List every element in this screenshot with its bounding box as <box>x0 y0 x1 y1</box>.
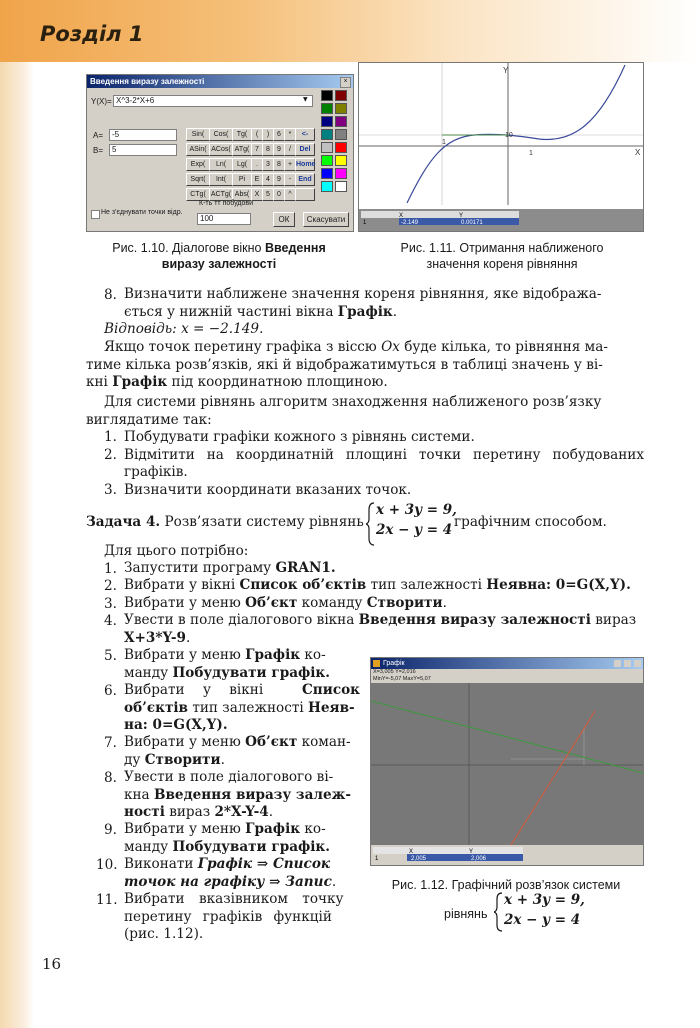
list-number: 2. <box>104 446 117 463</box>
list-number: 7. <box>104 735 117 751</box>
expression-input[interactable]: X^3-2*X+6 <box>113 95 313 107</box>
chevron-down-icon[interactable]: ▼ <box>303 96 308 103</box>
text: коман- <box>297 734 351 750</box>
close-icon[interactable] <box>634 660 641 667</box>
text: тип залежності <box>188 699 309 716</box>
list-item-text: графіків. <box>124 464 188 480</box>
color-swatch[interactable] <box>335 168 347 179</box>
keypad-key[interactable]: Int( <box>209 173 233 186</box>
color-swatch[interactable] <box>321 90 333 101</box>
bold-term: Неявна: 0=G(X,Y). <box>486 577 631 593</box>
keypad-key[interactable]: ) <box>262 128 274 141</box>
list-number: 1. <box>104 429 117 445</box>
keypad-key[interactable]: E <box>251 173 263 186</box>
keypad-key[interactable]: 6 <box>273 128 285 141</box>
graph-window-screenshot <box>370 657 644 866</box>
points-input[interactable]: 100 <box>197 213 251 225</box>
text-line: ється у нижній частині вікна <box>124 303 338 320</box>
table-row-index: 1 <box>375 856 379 862</box>
bold-term: GRAN1 <box>275 560 331 576</box>
cancel-button[interactable]: Скасувати <box>303 212 349 227</box>
bold-term: Побудувати графік. <box>172 664 330 681</box>
bold-term: Графік <box>112 374 168 390</box>
keypad-key[interactable]: Lg( <box>232 158 252 171</box>
answer-value: : x = −2.149. <box>172 321 264 337</box>
keypad-key[interactable]: 5 <box>262 188 274 201</box>
text: манду <box>124 664 173 681</box>
equation: 2x − y = 4 <box>504 912 581 928</box>
text: вираз <box>164 804 215 820</box>
text-line: кні <box>86 374 113 390</box>
bold-term: ності <box>124 804 165 820</box>
table-value-y: 2,006 <box>471 856 487 862</box>
keypad-key[interactable]: <- <box>295 128 315 141</box>
color-swatch[interactable] <box>335 181 347 192</box>
bold-term: Графік ⇒ Список <box>197 856 331 872</box>
dialog-title: Введення виразу залежності <box>87 75 353 88</box>
step-text <box>124 577 631 595</box>
list-number: 9. <box>104 822 117 838</box>
system-brace <box>366 502 376 546</box>
list-number: 3. <box>104 596 117 612</box>
system-equations <box>504 892 585 929</box>
list-item <box>104 429 644 447</box>
keypad-key[interactable]: 8 <box>273 158 285 171</box>
keypad-key[interactable]: ASin( <box>186 143 210 156</box>
color-swatch[interactable] <box>335 116 347 127</box>
page-number: 16 <box>42 955 62 973</box>
axis-y-label: Y <box>503 66 509 75</box>
graph-plot <box>371 683 643 865</box>
section-header <box>0 0 700 62</box>
list-number: 11. <box>96 892 118 908</box>
tick-label: 1 <box>529 150 533 157</box>
window-title: Графік <box>383 660 405 667</box>
keypad-key[interactable]: Home <box>295 158 315 171</box>
bold-term: Графік <box>245 647 301 663</box>
list-number: 6. <box>104 683 117 699</box>
step-text: Увести в поле діалогового вікна Введення виразу залежності вираз X+3*Y-9. <box>124 612 637 646</box>
answer-label: Відповідь <box>104 321 173 337</box>
table-col-x: X <box>409 849 414 855</box>
y-label: Y(X)= <box>91 97 112 106</box>
bold-term: Створити <box>144 751 221 768</box>
caption-text: Рис. 1.11. Отримання наближеного <box>400 241 604 255</box>
keypad-key[interactable]: 0 <box>273 188 285 201</box>
color-swatch[interactable] <box>321 129 333 140</box>
step-text: Вибрати у меню Об’єкт коман- ду Створити. <box>124 734 351 768</box>
text: Вибрати у вікні <box>124 682 264 698</box>
color-swatch[interactable] <box>335 155 347 166</box>
color-swatch[interactable] <box>321 168 333 179</box>
list-number: 4. <box>104 613 117 629</box>
keypad-key[interactable]: Abs( <box>232 188 252 201</box>
bold-term: 2*X-Y-4 <box>214 804 269 820</box>
color-swatch[interactable] <box>321 181 333 192</box>
text-line: Для системи рівнянь алгоритм знаходження наближеного розв’язку <box>104 394 602 410</box>
table-header <box>373 847 523 854</box>
paragraph <box>86 339 644 392</box>
text: ко- <box>300 647 326 663</box>
window-title-bar <box>371 658 643 669</box>
keypad-key[interactable]: Cos( <box>209 128 233 141</box>
task-label: Задача 4. <box>86 514 161 530</box>
need-line: Для цього потрібно: <box>104 543 249 559</box>
text: Вибрати у меню <box>124 595 246 611</box>
system-brace <box>494 892 504 932</box>
text: тип залежності <box>366 577 487 593</box>
dialog-screenshot <box>86 74 354 232</box>
keypad-key[interactable] <box>295 188 315 201</box>
text: Увести в поле діалогового вікна <box>124 612 359 628</box>
bold-term: Об’єкт <box>245 595 298 611</box>
figure-caption-1-12: Рис. 1.12. Графічний розв’язок системи <box>391 878 621 892</box>
system-equations <box>376 502 457 539</box>
color-swatch[interactable] <box>335 129 347 140</box>
list-item-text: Побудувати графіки кожного з рівнянь системи. <box>124 429 475 445</box>
bold-term: на: 0=G(X,Y). <box>124 717 228 733</box>
keypad-key[interactable]: CTg( <box>186 188 210 201</box>
text: Вибрати вказівником точку <box>124 891 344 907</box>
color-swatch[interactable] <box>321 116 333 127</box>
keypad-key[interactable]: Ln( <box>209 158 233 171</box>
text: (рис. 1.12). <box>124 926 204 942</box>
text-line: тиме кілька розв’язків, які й відображатимуться в таблиці значень у ві- <box>86 356 603 373</box>
task-text: Розв’язати систему рівнянь <box>160 514 364 530</box>
bold-term: Побудувати графік. <box>172 838 330 855</box>
task-line <box>86 514 364 532</box>
table-col-x: X <box>399 213 404 219</box>
list-item <box>104 447 644 465</box>
keypad-key[interactable]: / <box>284 143 296 156</box>
keypad-key[interactable]: Del <box>295 143 315 156</box>
color-swatch[interactable] <box>321 142 333 153</box>
table-header <box>361 211 519 218</box>
table-row-index: 1 <box>363 220 367 226</box>
color-swatch[interactable] <box>321 155 333 166</box>
a-label: A= <box>93 131 104 140</box>
list-item <box>104 482 644 500</box>
equation: 2x − y = 4 <box>376 522 453 538</box>
caption-text: значення кореня рівняння <box>426 257 578 271</box>
figure-caption-1-10 <box>86 240 352 272</box>
step-text: Вибрати у меню Об’єкт команду Створити. <box>124 595 447 611</box>
step-text: Запустити програму GRAN1. <box>124 560 336 576</box>
tick-label: 1 <box>442 139 446 146</box>
app-icon <box>373 660 380 667</box>
dialog-body <box>87 88 353 231</box>
bold-term: Створити <box>366 595 443 611</box>
keypad-key[interactable]: Sin( <box>186 128 210 141</box>
bold-term: Введення виразу залежності <box>358 612 591 628</box>
list-number: 8. <box>104 770 117 786</box>
list-number: 8. <box>104 287 117 303</box>
bold-term: Графік <box>337 303 393 320</box>
keypad-key[interactable]: ATg( <box>232 143 252 156</box>
keypad-key[interactable]: 9 <box>273 173 285 186</box>
text: ко- <box>300 821 326 837</box>
bold-term: Список об’єктів <box>239 577 367 593</box>
status-bar <box>371 669 643 683</box>
bold-term: точок на графіку ⇒ Запис <box>124 873 332 890</box>
text: Виконати <box>124 856 198 872</box>
step-text <box>124 647 360 682</box>
text: Вибрати у меню <box>124 734 246 750</box>
text: Вибрати у меню <box>124 647 246 663</box>
list-item-text <box>124 286 644 321</box>
caption-bold: виразу залежності <box>161 257 277 271</box>
color-swatch[interactable] <box>335 142 347 153</box>
answer-line <box>104 321 263 339</box>
keypad-key[interactable]: Sqrt( <box>186 173 210 186</box>
table-col-y: Y <box>459 213 464 219</box>
keypad-key[interactable]: ACTg( <box>209 188 233 201</box>
step-text: Увести в поле діалогового ві- кна Введення виразу залеж- ності вираз 2*X-Y-4. <box>124 769 351 820</box>
step-text: Виконати Графік ⇒ Список точок на графіку ⇒ Запис. <box>124 856 337 890</box>
tick-label: 10 <box>505 132 513 139</box>
caption-text: Рис. 1.10. Діалогове вікно <box>112 241 265 255</box>
checkbox[interactable] <box>91 210 100 219</box>
text: перетину графіків функцій <box>124 908 332 925</box>
status-range: MinY=-5,07 MaxY=5,07 <box>373 676 431 682</box>
list-number: 5. <box>104 648 117 664</box>
axis-x-label: X <box>635 148 641 157</box>
paragraph <box>86 394 644 429</box>
keypad-key[interactable]: End <box>295 173 315 186</box>
text: Вибрати у вікні <box>124 577 240 593</box>
maximize-icon[interactable] <box>624 660 631 667</box>
keypad-key[interactable]: 7 <box>251 143 263 156</box>
keypad-key[interactable]: 4 <box>262 173 274 186</box>
list-item <box>104 464 644 482</box>
table-value-x: -2.149 <box>401 220 419 226</box>
keypad-key[interactable]: - <box>284 173 296 186</box>
graph-plot <box>359 63 643 231</box>
text-line: Визначити наближене значення кореня рівняння, яке відобража- <box>124 286 602 302</box>
table-value-y: 0.00171 <box>461 220 483 226</box>
table-col-y: Y <box>469 849 474 855</box>
list-item-text: Визначити координати вказаних точок. <box>124 481 412 498</box>
color-swatch[interactable] <box>335 103 347 114</box>
list-item-text: Відмітити на координатній площині точки перетину побудованих <box>124 446 644 463</box>
color-swatch[interactable] <box>321 103 333 114</box>
bold-term: Об’єкт <box>245 734 298 750</box>
keypad-key[interactable]: Tg( <box>232 128 252 141</box>
keypad-key[interactable]: X <box>251 188 263 201</box>
keypad-key[interactable]: 8 <box>262 143 274 156</box>
keypad-key[interactable]: ( <box>251 128 263 141</box>
status-coords: X=3,005 Y=2,016 <box>373 669 416 675</box>
cubic-curve <box>407 65 625 203</box>
equation: x + 3y = 9, <box>504 892 585 908</box>
text: Вибрати у меню <box>124 821 246 837</box>
points-label: К-ть тт побудови <box>199 200 253 207</box>
text: ду <box>124 751 145 768</box>
keypad-key[interactable]: . <box>251 158 263 171</box>
text: команду <box>297 595 367 611</box>
caption-bold: Введення <box>264 241 326 255</box>
function-keypad <box>186 128 326 203</box>
list-number: 3. <box>104 481 117 498</box>
graph-screenshot <box>358 62 644 232</box>
text-line: Якщо точок перетину графіка з віссю <box>104 339 382 355</box>
text: манду <box>124 838 173 855</box>
a-input[interactable]: -5 <box>109 129 177 141</box>
section-title: Розділ 1 <box>40 22 144 46</box>
figure-caption-1-11 <box>362 240 642 272</box>
bold-term: Введення виразу залеж- <box>153 786 351 803</box>
text: кна <box>124 786 154 803</box>
text: вираз <box>590 612 637 628</box>
text: Запустити програму <box>124 560 276 576</box>
color-palette <box>321 90 349 200</box>
bold-term: Графік <box>245 821 301 837</box>
ok-button[interactable]: ОК <box>273 212 295 227</box>
bold-term: X+3*Y-9 <box>124 629 186 646</box>
italic-term: Ox <box>381 339 400 355</box>
bold-term: Неяв- <box>308 699 355 716</box>
page-margin-band <box>0 0 34 1028</box>
list-number: 1. <box>104 561 117 577</box>
task-tail: графічним способом. <box>454 514 607 530</box>
table-value-x: 2,005 <box>411 856 427 862</box>
keypad-key[interactable]: Exp( <box>186 158 210 171</box>
algorithm-list <box>104 429 644 499</box>
text-line: . <box>392 303 398 320</box>
step-text <box>124 821 360 856</box>
step-text <box>124 682 360 735</box>
close-icon[interactable]: × <box>340 77 351 88</box>
step-text <box>124 891 360 944</box>
b-input[interactable]: 5 <box>109 144 177 156</box>
keypad-key[interactable]: ACos( <box>209 143 233 156</box>
text: Увести в поле діалогового ві- <box>124 769 334 785</box>
color-swatch[interactable] <box>335 90 347 101</box>
bold-term: Список <box>301 682 360 698</box>
b-label: B= <box>93 146 104 155</box>
keypad-key[interactable]: + <box>284 158 296 171</box>
text-line: буде кілька, то рівняння ма- <box>399 339 608 355</box>
list-number: 2. <box>104 578 117 594</box>
bold-term: об’єктів <box>124 699 188 716</box>
keypad-key[interactable]: Pi <box>232 173 252 186</box>
checkbox-label: Не з'єднувати точки відр. <box>101 209 183 216</box>
text-line: під координатною площиною. <box>167 374 388 390</box>
plot-background <box>371 683 643 845</box>
keypad-key[interactable]: 3 <box>262 158 274 171</box>
keypad-key[interactable]: ^ <box>284 188 296 201</box>
caption-word: рівнянь <box>444 907 488 921</box>
list-number: 10. <box>96 857 118 873</box>
equation: x + 3y = 9, <box>376 502 457 518</box>
keypad-key[interactable]: * <box>284 128 296 141</box>
text-line: виглядатиме так: <box>86 411 212 428</box>
keypad-key[interactable]: 9 <box>273 143 285 156</box>
minimize-icon[interactable] <box>614 660 621 667</box>
